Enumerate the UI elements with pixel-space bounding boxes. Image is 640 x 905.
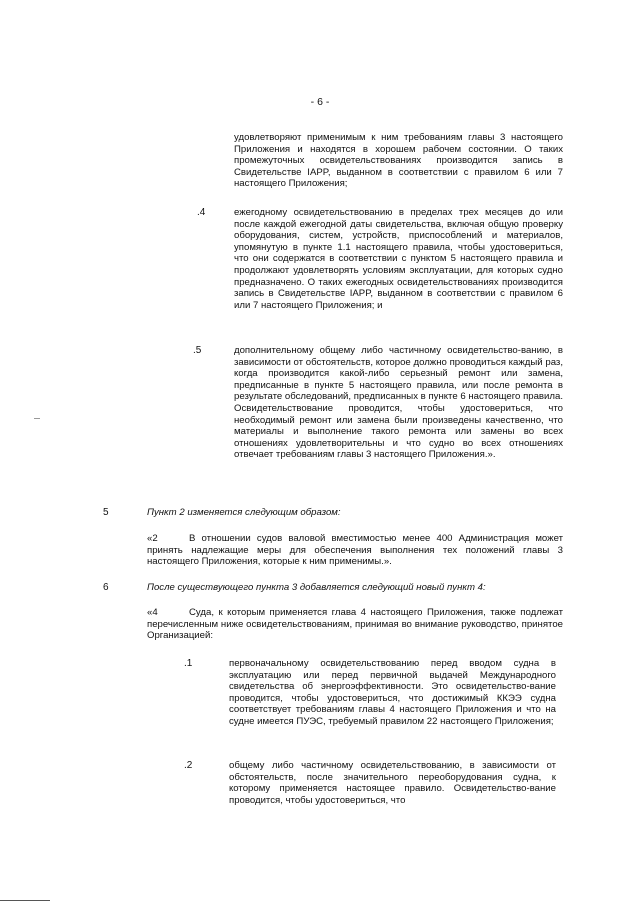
- paragraph-4-number: «4: [147, 607, 158, 618]
- paragraph-4-text: Суда, к которым применяется глава 4 настоящего Приложения, также подлежат перечисленным ниже освидетельствованиям, принимая во внимание руководство, принятое Организацией:: [147, 607, 563, 642]
- section-6-number: 6: [103, 582, 109, 593]
- subitem-2-number: .2: [184, 760, 193, 771]
- section-6-heading: После существующего пункта 3 добавляется следующий новый пункт 4:: [147, 582, 486, 593]
- item-4-text: ежегодному освидетельствованию в пределах трех месяцев до или после каждой ежегодной даты свидетельства, включая общую проверку оборудования, систем, устройств, приспособлений и материалов, упомянутую в пункте 1.1 настоящего правила, чтобы удостовериться, что они содержатся в соответствии с пунктом 5 настоящего правила и продолжают удовлетворять условиям эксплуатации, для которых судно предназначено. О таких ежегодных освидетельствованиях производится запись в Свидетельстве IAPP, выданном в соответствии с правилом 6 или 7 настоящего Приложения; и: [234, 207, 563, 311]
- item-5-number: .5: [193, 345, 202, 356]
- subitem-2-text: общему либо частичному освидетельствованию, в зависимости от обстоятельств, после значительного переоборудования судна, к которому применяется настоящее правило. Освидетельство-вание проводится, чтобы удостовериться, что: [229, 760, 556, 806]
- subitem-1-number: .1: [184, 658, 193, 669]
- item-4-number: .4: [197, 207, 206, 218]
- paragraph-2: [147, 533, 563, 568]
- section-5-number: 5: [103, 507, 109, 518]
- page-number: - 6 -: [310, 96, 330, 108]
- continuation-paragraph: удовлетворяют применимым к ним требованиям главы 3 настоящего Приложения и находятся в хорошем рабочем состоянии. О таких промежуточных освидетельствованиях производится запись в Свидетельстве IAPP, выданном в соответствии с правилом 6 или 7 настоящего Приложения;: [234, 132, 563, 190]
- item-5-text: дополнительному общему либо частичному освидетельство-ванию, в зависимости от обстоятельств, которое должно проводиться каждый раз, когда производится какой-либо серьезный ремонт или замена, предписанные в пункте 5 настоящего правила, или после ремонта в результате обследований, предписанных в пункте 6 настоящего правила. Освидетельствование проводится, чтобы удостовериться, что необходимый ремонт или замена были произведены качественно, что материалы и выполнение такого ремонта или замены во всех отношениях удовлетворительны и что судно во всех отношениях отвечает требованиям главы 3 настоящего Приложения.».: [234, 345, 563, 461]
- margin-mark: [34, 418, 40, 419]
- footnote-rule: [0, 900, 50, 901]
- paragraph-2-text: В отношении судов валовой вместимостью менее 400 Администрация может принять надлежащие меры для обеспечения выполнения тех положений главы 3 настоящего Приложения, которые к ним применимы.».: [147, 533, 563, 568]
- section-5-heading: Пункт 2 изменяется следующим образом:: [147, 507, 341, 518]
- paragraph-2-number: «2: [147, 533, 158, 544]
- paragraph-4: [147, 607, 563, 642]
- subitem-1-text: первоначальному освидетельствованию перед вводом судна в эксплуатацию или перед первичной выдачей Международного свидетельства об энергоэффективности. Это освидетельство-вание проводится, чтобы удостовериться, что достижимый ККЭЭ судна соответствует требованиям главы 4 настоящего Приложения и что на судне имеется ПУЭС, требуемый правилом 22 настоящего Приложения;: [229, 658, 556, 727]
